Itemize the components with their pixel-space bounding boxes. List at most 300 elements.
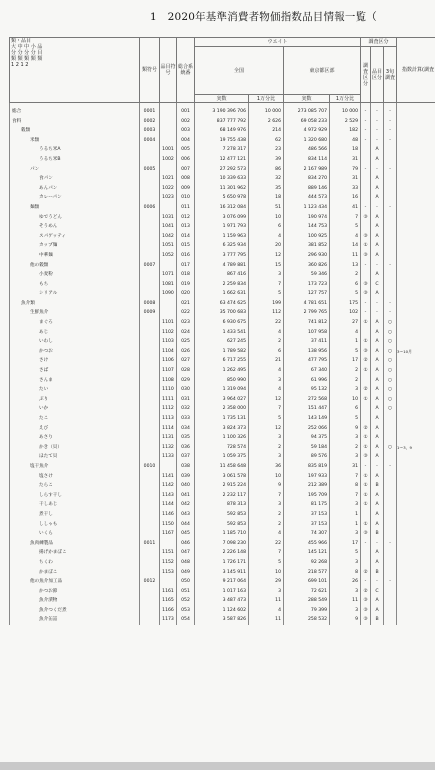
- cell-class-code: [140, 548, 160, 558]
- cell-item-division: A: [371, 606, 384, 616]
- cell-system-number: 053: [177, 606, 195, 616]
- cell-tokyo-actual: 138 956: [284, 347, 330, 357]
- cell-item-code: 1023: [160, 193, 177, 203]
- cell-national-weight: 36: [249, 462, 284, 472]
- cell-national-weight: 112: [249, 308, 284, 318]
- cell-season-flag: ○: [384, 366, 397, 376]
- cell-national-actual: 627 245: [195, 337, 249, 347]
- cell-system-number: 009: [177, 184, 195, 194]
- cell-tokyo-weight: 5: [330, 222, 361, 232]
- cell-survey-division: ②: [361, 587, 371, 597]
- cell-season-flag: ○: [384, 328, 397, 338]
- cell-national-weight: 2 626: [249, 117, 284, 127]
- cell-item-division: A: [371, 414, 384, 424]
- cell-system-number: 010: [177, 193, 195, 203]
- cell-system-number: 039: [177, 472, 195, 482]
- cell-class-code: [140, 520, 160, 530]
- cell-class-code: [140, 184, 160, 194]
- cell-item-name: カップ麺: [10, 241, 140, 251]
- cell-season-flag: [384, 184, 397, 194]
- cell-item-code: 1042: [160, 232, 177, 242]
- cell-system-number: 037: [177, 452, 195, 462]
- cell-national-actual: 2 358 000: [195, 404, 249, 414]
- cell-item-name: 煮干し: [10, 510, 140, 520]
- cell-season-flag: -: [384, 577, 397, 587]
- table-row: [10, 520, 435, 530]
- table-row: [10, 366, 435, 376]
- cell-item-code: [160, 165, 177, 175]
- cell-item-division: A: [371, 596, 384, 606]
- table-row: [10, 395, 435, 405]
- cell-tokyo-actual: 4 781 651: [284, 299, 330, 309]
- cell-item-division: A: [371, 433, 384, 443]
- table-row: [10, 261, 435, 271]
- cell-index-note: [397, 568, 435, 578]
- header-class-code: 類符号: [140, 38, 160, 103]
- table-row: [10, 241, 435, 251]
- table-row: [10, 184, 435, 194]
- cell-system-number: 024: [177, 328, 195, 338]
- cell-national-actual: 1 124 602: [195, 606, 249, 616]
- cell-class-code: [140, 241, 160, 251]
- cell-tokyo-weight: 27: [330, 318, 361, 328]
- cell-survey-division: ①: [361, 395, 371, 405]
- cell-class-code: [140, 318, 160, 328]
- table-row: [10, 558, 435, 568]
- cell-tokyo-weight: 31: [330, 462, 361, 472]
- cell-index-note: [397, 318, 435, 328]
- cell-tokyo-actual: 94 375: [284, 433, 330, 443]
- cell-item-division: A: [371, 184, 384, 194]
- cell-class-code: 0006: [140, 203, 160, 213]
- cell-national-weight: 5: [249, 414, 284, 424]
- cell-index-note: [397, 462, 435, 472]
- cell-index-note: [397, 376, 435, 386]
- cell-survey-division: -: [361, 539, 371, 549]
- cell-tokyo-actual: 455 966: [284, 539, 330, 549]
- cell-item-name: うるち米A: [10, 145, 140, 155]
- cell-season-flag: [384, 241, 397, 251]
- table-row: [10, 433, 435, 443]
- cell-tokyo-actual: 212 389: [284, 481, 330, 491]
- cell-season-flag: ○: [384, 404, 397, 414]
- cell-survey-division: -: [361, 103, 371, 117]
- cell-system-number: 041: [177, 491, 195, 501]
- cell-tokyo-actual: 145 121: [284, 548, 330, 558]
- cell-national-actual: 7 278 317: [195, 145, 249, 155]
- cell-national-weight: 21: [249, 356, 284, 366]
- cell-item-division: A: [371, 318, 384, 328]
- cell-survey-division: ③: [361, 596, 371, 606]
- cell-index-note: [397, 337, 435, 347]
- cell-item-name: 食パン: [10, 174, 140, 184]
- cell-national-actual: 12 477 121: [195, 155, 249, 165]
- table-row: [10, 443, 435, 453]
- cell-tokyo-actual: 218 577: [284, 568, 330, 578]
- cell-survey-division: ③: [361, 280, 371, 290]
- cell-national-actual: 35 700 683: [195, 308, 249, 318]
- header-tokyo: 東京都区部: [284, 47, 361, 95]
- cell-tokyo-weight: 2: [330, 443, 361, 453]
- cell-tokyo-actual: 67 340: [284, 366, 330, 376]
- cell-tokyo-weight: 17: [330, 539, 361, 549]
- cell-tokyo-actual: 144 753: [284, 222, 330, 232]
- table-row: [10, 337, 435, 347]
- cell-tokyo-weight: 5: [330, 548, 361, 558]
- cell-item-name: たこ: [10, 414, 140, 424]
- table-row: [10, 308, 435, 318]
- table-row: [10, 548, 435, 558]
- cell-season-flag: [384, 510, 397, 520]
- cell-season-flag: -: [384, 203, 397, 213]
- cell-national-actual: 7 098 230: [195, 539, 249, 549]
- cell-class-code: [140, 558, 160, 568]
- cell-tokyo-weight: 4: [330, 232, 361, 242]
- cell-survey-division: [361, 414, 371, 424]
- cell-season-flag: ○: [384, 385, 397, 395]
- cell-item-name: ほたて貝: [10, 452, 140, 462]
- cell-system-number: 012: [177, 213, 195, 223]
- cell-national-actual: 1 789 582: [195, 347, 249, 357]
- table-row: [10, 145, 435, 155]
- cell-index-note: [397, 126, 435, 136]
- cell-national-weight: 3: [249, 433, 284, 443]
- cell-class-code: [140, 452, 160, 462]
- cell-index-note: [397, 385, 435, 395]
- cell-class-code: [140, 328, 160, 338]
- cell-national-actual: 11 301 962: [195, 184, 249, 194]
- cell-season-flag: [384, 452, 397, 462]
- cell-system-number: 045: [177, 529, 195, 539]
- cell-national-weight: 62: [249, 136, 284, 146]
- cell-item-code: 1153: [160, 568, 177, 578]
- cell-national-weight: 11: [249, 615, 284, 625]
- cell-tokyo-actual: 834 270: [284, 174, 330, 184]
- cell-system-number: 013: [177, 222, 195, 232]
- cell-item-name: 食料: [10, 117, 140, 127]
- cell-survey-division: ③: [361, 347, 371, 357]
- cell-tokyo-weight: 3: [330, 529, 361, 539]
- cell-item-division: A: [371, 356, 384, 366]
- cell-item-division: A: [371, 520, 384, 530]
- cell-item-name: シリアル: [10, 289, 140, 299]
- cell-item-code: 1002: [160, 155, 177, 165]
- cell-national-weight: 2: [249, 510, 284, 520]
- cell-class-code: [140, 280, 160, 290]
- cell-item-code: 1152: [160, 558, 177, 568]
- cell-item-code: 1107: [160, 366, 177, 376]
- cell-tokyo-weight: 8: [330, 568, 361, 578]
- cell-item-name: 中華麺: [10, 251, 140, 261]
- cell-item-division: A: [371, 232, 384, 242]
- cell-item-division: A: [371, 174, 384, 184]
- cell-item-name: あんパン: [10, 184, 140, 194]
- cell-class-code: [140, 481, 160, 491]
- table-row: [10, 155, 435, 165]
- cell-index-note: [397, 270, 435, 280]
- cell-item-code: 1104: [160, 347, 177, 357]
- cell-index-note: [397, 203, 435, 213]
- cell-tokyo-weight: 4: [330, 328, 361, 338]
- cell-national-weight: 5: [249, 289, 284, 299]
- cell-item-code: [160, 136, 177, 146]
- cell-item-name: 干しあじ: [10, 500, 140, 510]
- cell-tokyo-actual: 59 346: [284, 270, 330, 280]
- cell-tokyo-weight: 41: [330, 203, 361, 213]
- cell-system-number: 001: [177, 103, 195, 117]
- cell-tokyo-weight: 182: [330, 126, 361, 136]
- cell-item-code: 1022: [160, 184, 177, 194]
- cell-system-number: 027: [177, 356, 195, 366]
- cell-item-division: A: [371, 328, 384, 338]
- cell-item-code: [160, 539, 177, 549]
- cell-season-flag: -: [384, 117, 397, 127]
- cell-item-code: 1141: [160, 472, 177, 482]
- cell-item-name: 塩さけ: [10, 472, 140, 482]
- cell-item-code: 1131: [160, 433, 177, 443]
- cell-system-number: 030: [177, 385, 195, 395]
- cell-survey-division: ①: [361, 433, 371, 443]
- cell-tokyo-weight: 2 529: [330, 117, 361, 127]
- cell-item-name: パン: [10, 165, 140, 175]
- table-row: [10, 491, 435, 501]
- cell-item-name: うるち米B: [10, 155, 140, 165]
- cell-item-division: A: [371, 548, 384, 558]
- cell-item-division: A: [371, 500, 384, 510]
- cell-index-note: [397, 472, 435, 482]
- cell-item-name: いか: [10, 404, 140, 414]
- cell-item-division: -: [371, 117, 384, 127]
- cell-class-code: [140, 145, 160, 155]
- cell-tokyo-actual: 151 447: [284, 404, 330, 414]
- cell-item-name: さけ: [10, 356, 140, 366]
- cell-survey-division: ①: [361, 500, 371, 510]
- cell-national-weight: 2: [249, 443, 284, 453]
- cell-system-number: 003: [177, 126, 195, 136]
- cell-national-actual: 19 755 438: [195, 136, 249, 146]
- cell-season-flag: [384, 529, 397, 539]
- cell-survey-division: ①: [361, 366, 371, 376]
- cell-item-division: A: [371, 222, 384, 232]
- cell-system-number: 034: [177, 424, 195, 434]
- cell-index-note: [397, 280, 435, 290]
- cell-season-flag: [384, 500, 397, 510]
- cell-national-weight: 51: [249, 203, 284, 213]
- cell-tokyo-weight: 31: [330, 174, 361, 184]
- cell-tokyo-actual: 296 930: [284, 251, 330, 261]
- cell-national-weight: 6: [249, 347, 284, 357]
- cell-survey-division: ③: [361, 251, 371, 261]
- cell-national-weight: 10: [249, 472, 284, 482]
- cell-system-number: 050: [177, 577, 195, 587]
- cell-survey-division: ①: [361, 472, 371, 482]
- cell-tokyo-actual: 834 114: [284, 155, 330, 165]
- cell-index-note: [397, 424, 435, 434]
- cell-survey-division: -: [361, 203, 371, 213]
- cell-tokyo-actual: 889 146: [284, 184, 330, 194]
- cell-index-note: [397, 529, 435, 539]
- cell-tokyo-actual: 100 925: [284, 232, 330, 242]
- table-row: [10, 136, 435, 146]
- cell-class-code: [140, 385, 160, 395]
- table-row: [10, 193, 435, 203]
- cell-class-code: 0005: [140, 165, 160, 175]
- cell-tokyo-actual: 835 819: [284, 462, 330, 472]
- cell-item-name: カレーパン: [10, 193, 140, 203]
- cell-tokyo-weight: 3: [330, 587, 361, 597]
- cell-class-code: [140, 491, 160, 501]
- cell-item-code: 1090: [160, 289, 177, 299]
- cell-tokyo-weight: 2: [330, 366, 361, 376]
- cell-national-weight: 11: [249, 596, 284, 606]
- cell-national-weight: 7: [249, 548, 284, 558]
- cell-season-flag: ○: [384, 395, 397, 405]
- header-name: 類・品目 大 中 中 小 品 分 分 分 分 目 類 類 類 類 類 1 2 1 2: [10, 38, 140, 103]
- cell-national-weight: 5: [249, 558, 284, 568]
- cell-system-number: 048: [177, 558, 195, 568]
- cell-season-flag: [384, 587, 397, 597]
- cell-item-code: [160, 308, 177, 318]
- cell-index-note: [397, 481, 435, 491]
- cell-system-number: 033: [177, 414, 195, 424]
- cell-index-note: [397, 145, 435, 155]
- cell-tokyo-actual: 4 972 929: [284, 126, 330, 136]
- cell-class-code: [140, 193, 160, 203]
- cell-season-flag: -: [384, 462, 397, 472]
- cell-class-code: 0004: [140, 136, 160, 146]
- cell-index-note: [397, 155, 435, 165]
- cell-national-weight: 3: [249, 270, 284, 280]
- cell-system-number: 049: [177, 568, 195, 578]
- cell-national-actual: 728 574: [195, 443, 249, 453]
- cell-national-actual: 3 777 795: [195, 251, 249, 261]
- cell-national-weight: 10: [249, 568, 284, 578]
- cell-national-actual: 2 226 148: [195, 548, 249, 558]
- cell-item-division: A: [371, 145, 384, 155]
- cell-index-note: [397, 232, 435, 242]
- cell-tokyo-weight: 48: [330, 136, 361, 146]
- cell-national-actual: 5 650 978: [195, 193, 249, 203]
- cell-item-code: 1081: [160, 280, 177, 290]
- cell-national-actual: 6 930 675: [195, 318, 249, 328]
- cell-item-code: [160, 577, 177, 587]
- cell-class-code: [140, 222, 160, 232]
- cell-system-number: 021: [177, 299, 195, 309]
- cell-item-name: さんま: [10, 376, 140, 386]
- cell-item-name: 他の穀類: [10, 261, 140, 271]
- cell-tokyo-actual: 197 933: [284, 472, 330, 482]
- cell-tokyo-actual: 79 399: [284, 606, 330, 616]
- cell-class-code: [140, 395, 160, 405]
- cell-survey-division: ③: [361, 606, 371, 616]
- cell-item-code: 1166: [160, 606, 177, 616]
- cell-item-division: -: [371, 103, 384, 117]
- cell-national-actual: 1 100 326: [195, 433, 249, 443]
- cell-season-flag: [384, 491, 397, 501]
- cell-season-flag: ○: [384, 443, 397, 453]
- cell-item-name: 総合: [10, 103, 140, 117]
- cell-item-name: 魚介漬物: [10, 596, 140, 606]
- cell-survey-division: ②: [361, 568, 371, 578]
- cell-class-code: [140, 347, 160, 357]
- cell-item-name: かつお節: [10, 587, 140, 597]
- cell-tokyo-weight: 79: [330, 165, 361, 175]
- cell-item-code: [160, 462, 177, 472]
- cell-season-flag: ○: [384, 376, 397, 386]
- cell-class-code: 0008: [140, 299, 160, 309]
- cell-national-actual: 4 789 881: [195, 261, 249, 271]
- cell-index-note: [397, 491, 435, 501]
- cell-index-note: [397, 404, 435, 414]
- cell-class-code: [140, 404, 160, 414]
- cell-index-note: [397, 615, 435, 625]
- cell-national-actual: 1 262 495: [195, 366, 249, 376]
- cell-index-note: [397, 184, 435, 194]
- cell-item-code: [160, 261, 177, 271]
- cell-item-division: A: [371, 452, 384, 462]
- cell-survey-division: ①: [361, 337, 371, 347]
- table-row: [10, 103, 435, 117]
- cell-system-number: 015: [177, 241, 195, 251]
- cell-system-number: 040: [177, 481, 195, 491]
- table-row: [10, 213, 435, 223]
- cell-national-weight: 12: [249, 395, 284, 405]
- cell-national-actual: 1 185 710: [195, 529, 249, 539]
- cell-tokyo-weight: 10: [330, 395, 361, 405]
- cell-item-code: 1041: [160, 222, 177, 232]
- cell-national-actual: 592 853: [195, 520, 249, 530]
- cell-item-name: まぐろ: [10, 318, 140, 328]
- cell-index-note: [397, 433, 435, 443]
- cell-index-note: [397, 136, 435, 146]
- cell-survey-division: [361, 510, 371, 520]
- cell-national-actual: 27 292 573: [195, 165, 249, 175]
- cell-system-number: 026: [177, 347, 195, 357]
- cell-national-weight: 7: [249, 404, 284, 414]
- cell-item-name: えび: [10, 424, 140, 434]
- table-row: [10, 606, 435, 616]
- cell-index-note: [397, 577, 435, 587]
- cell-index-note: [397, 103, 435, 117]
- cell-season-flag: -: [384, 165, 397, 175]
- cell-tokyo-actual: 273 085 707: [284, 103, 330, 117]
- cell-national-weight: 4: [249, 606, 284, 616]
- cell-system-number: 020: [177, 289, 195, 299]
- cell-survey-division: ③: [361, 529, 371, 539]
- cell-system-number: 029: [177, 376, 195, 386]
- cell-tokyo-weight: 7: [330, 491, 361, 501]
- cell-class-code: 0011: [140, 539, 160, 549]
- cell-survey-division: [361, 558, 371, 568]
- cell-season-flag: ○: [384, 337, 397, 347]
- table-row: [10, 203, 435, 213]
- cell-national-weight: 7: [249, 280, 284, 290]
- cell-index-note: [397, 299, 435, 309]
- cell-tokyo-actual: 81 175: [284, 500, 330, 510]
- table-row: [10, 596, 435, 606]
- cell-system-number: 046: [177, 539, 195, 549]
- cell-item-code: 1150: [160, 520, 177, 530]
- cell-survey-division: -: [361, 299, 371, 309]
- cell-tokyo-weight: 9: [330, 424, 361, 434]
- cell-system-number: 011: [177, 203, 195, 213]
- cell-system-number: 018: [177, 270, 195, 280]
- cell-tokyo-weight: 18: [330, 145, 361, 155]
- cell-national-actual: 16 312 084: [195, 203, 249, 213]
- table-row: [10, 510, 435, 520]
- cell-survey-division: ①: [361, 241, 371, 251]
- cell-season-flag: [384, 222, 397, 232]
